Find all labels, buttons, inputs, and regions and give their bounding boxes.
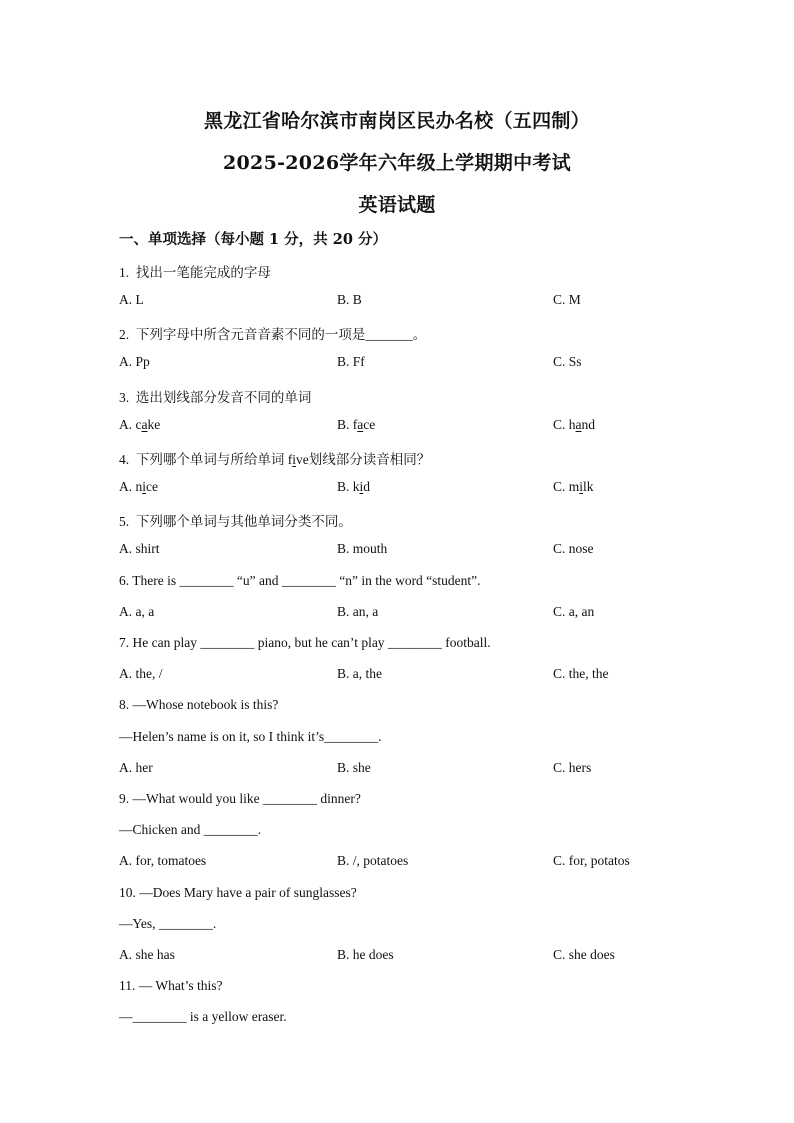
question-10-option-b: B. he does bbox=[337, 947, 394, 962]
question-4-option-c: C. milk bbox=[553, 479, 594, 494]
underlined-letter: i bbox=[142, 479, 147, 494]
underlined-letter: i bbox=[579, 479, 584, 494]
question-5-option-b: B. mouth bbox=[337, 541, 388, 556]
question-10-option-a: A. she has bbox=[119, 947, 175, 962]
underlined-letter: i bbox=[292, 452, 297, 467]
question-3-stem: 3. 选出划线部分发音不同的单词 bbox=[119, 390, 312, 405]
question-4-stem: 4. 下列哪个单词与所给单词 five划线部分读音相同？ bbox=[119, 452, 431, 467]
question-8-option-c: C. hers bbox=[553, 760, 592, 775]
question-5-option-c: C. nose bbox=[553, 541, 594, 556]
question-1-option-a: A. L bbox=[119, 292, 144, 307]
question-5-option-a: A. shirt bbox=[119, 541, 160, 556]
underlined-letter: a bbox=[357, 417, 364, 432]
exam-title-subject: 英语试题 bbox=[358, 194, 436, 216]
question-1-stem: 1. 找出一笔能完成的字母 bbox=[119, 265, 271, 280]
question-7-stem: 7. He can play ________ piano, but he can’t play ________ football. bbox=[119, 635, 491, 650]
question-2-option-a: A. Pp bbox=[119, 354, 150, 369]
question-9-option-b: B. /, potatoes bbox=[337, 853, 409, 868]
question-8-stem: 8. —Whose notebook is this? bbox=[119, 697, 279, 712]
question-3-option-a: A. cake bbox=[119, 417, 161, 432]
question-10-option-c: C. she does bbox=[553, 947, 615, 962]
question-6-option-c: C. a, an bbox=[553, 604, 595, 619]
question-5-stem: 5. 下列哪个单词与其他单词分类不同。 bbox=[119, 514, 352, 529]
question-9-option-c: C. for, potatos bbox=[553, 853, 630, 868]
exam-title-term: 2025-2026学年六年级上学期期中考试 bbox=[223, 152, 571, 174]
underlined-letter: a bbox=[575, 417, 582, 432]
question-6-stem: 6. There is ________ “u” and ________ “n” in the word “student”. bbox=[119, 573, 481, 588]
question-7-option-c: C. the, the bbox=[553, 666, 609, 681]
question-8-response: —Helen’s name is on it, so I think it’s________. bbox=[119, 729, 382, 744]
question-9-response: —Chicken and ________. bbox=[119, 822, 262, 837]
question-6-option-a: A. a, a bbox=[119, 604, 155, 619]
question-8-option-a: A. her bbox=[119, 760, 153, 775]
question-4-option-b: B. kid bbox=[337, 479, 371, 494]
question-4-option-a: A. nice bbox=[119, 479, 158, 494]
question-7-option-b: B. a, the bbox=[337, 666, 382, 681]
question-1-option-c: C. M bbox=[553, 292, 581, 307]
question-9-option-a: A. for, tomatoes bbox=[119, 853, 207, 868]
question-2-option-c: C. Ss bbox=[553, 354, 582, 369]
section-heading-multiple-choice: 一、单项选择（每小题 1 分，共 20 分） bbox=[119, 231, 387, 248]
question-3-option-c: C. hand bbox=[553, 417, 596, 432]
question-1-option-b: B. B bbox=[337, 292, 362, 307]
underlined-letter: a bbox=[141, 417, 148, 432]
exam-title-school: 黑龙江省哈尔滨市南岗区民办名校（五四制） bbox=[203, 110, 590, 132]
question-3-option-b: B. face bbox=[337, 417, 376, 432]
question-7-option-a: A. the, / bbox=[119, 666, 163, 681]
underlined-letter: i bbox=[359, 479, 364, 494]
question-2-stem: 2. 下列字母中所含元音音素不同的一项是_______。 bbox=[119, 327, 427, 342]
question-8-option-b: B. she bbox=[337, 760, 371, 775]
question-9-stem: 9. —What would you like ________ dinner? bbox=[119, 791, 361, 806]
question-10-response: —Yes, ________. bbox=[119, 916, 217, 931]
question-11-stem: 11. — What’s this? bbox=[119, 978, 223, 993]
question-11-response: —________ is a yellow eraser. bbox=[119, 1009, 287, 1024]
question-6-option-b: B. an, a bbox=[337, 604, 379, 619]
question-2-option-b: B. Ff bbox=[337, 354, 365, 369]
question-10-stem: 10. —Does Mary have a pair of sunglasses? bbox=[119, 885, 357, 900]
